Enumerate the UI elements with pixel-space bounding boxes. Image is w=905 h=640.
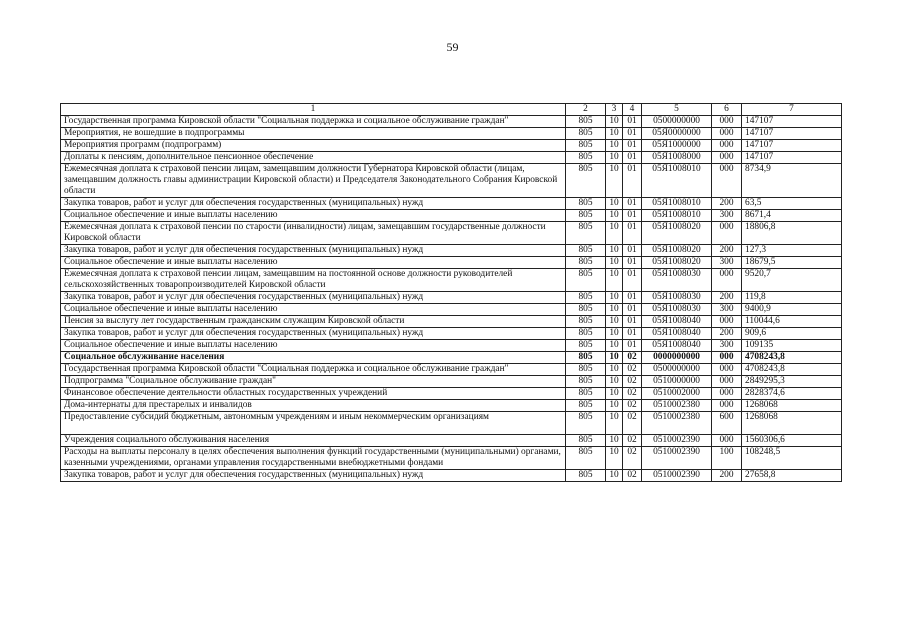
header-col-5: 5 — [642, 104, 712, 116]
row-subsection: 01 — [623, 257, 642, 269]
row-name: Социальное обеспечение и иные выплаты населению — [61, 304, 566, 316]
row-expense-type: 300 — [712, 210, 742, 222]
row-subsection: 01 — [623, 140, 642, 152]
row-expense-type: 000 — [712, 316, 742, 328]
row-expense-type: 000 — [712, 269, 742, 292]
table-row — [61, 435, 842, 447]
row-name: Учреждения социального обслуживания населения — [61, 435, 566, 447]
row-name: Предоставление субсидий бюджетным, автономным учреждениям и иным некоммерческим организациям — [61, 412, 566, 435]
row-admin-code: 805 — [566, 198, 606, 210]
row-name: Ежемесячная доплата к страховой пенсии лицам, замещавшим на постоянной основе должности руководителей сельскохозяйственных товаропроизводителей Кировской области — [61, 269, 566, 292]
row-section: 10 — [606, 435, 623, 447]
row-subsection: 01 — [623, 128, 642, 140]
row-amount: 18806,8 — [742, 222, 842, 245]
row-target-article: 05Я1000000 — [642, 140, 712, 152]
row-amount: 2828374,6 — [742, 388, 842, 400]
row-section: 10 — [606, 245, 623, 257]
row-expense-type: 000 — [712, 435, 742, 447]
row-admin-code: 805 — [566, 447, 606, 470]
table-row — [61, 257, 842, 269]
row-expense-type: 200 — [712, 245, 742, 257]
row-name: Закупка товаров, работ и услуг для обеспечения государственных (муниципальных) нужд — [61, 470, 566, 482]
table-row — [61, 116, 842, 128]
row-expense-type: 600 — [712, 412, 742, 435]
row-amount: 909,6 — [742, 328, 842, 340]
header-col-6: 6 — [712, 104, 742, 116]
row-expense-type: 300 — [712, 340, 742, 352]
table-row — [61, 140, 842, 152]
row-name: Ежемесячная доплата к страховой пенсии лицам, замещавшим должности Губернатора Кировской области (лицам, замещавшим должность главы администрации Кировской области) и Председателя Законодательного Собрания Кировской области — [61, 164, 566, 198]
header-col-7: 7 — [742, 104, 842, 116]
row-expense-type: 300 — [712, 257, 742, 269]
row-expense-type: 000 — [712, 364, 742, 376]
row-amount: 1560306,6 — [742, 435, 842, 447]
row-target-article: 05Я1008020 — [642, 257, 712, 269]
table-row — [61, 269, 842, 292]
row-section: 10 — [606, 269, 623, 292]
row-section: 10 — [606, 412, 623, 435]
row-expense-type: 000 — [712, 152, 742, 164]
row-expense-type: 200 — [712, 198, 742, 210]
row-target-article: 05Я1008030 — [642, 269, 712, 292]
row-section: 10 — [606, 222, 623, 245]
budget-table — [60, 103, 842, 482]
row-amount: 8734,9 — [742, 164, 842, 198]
table-row — [61, 292, 842, 304]
row-subsection: 01 — [623, 328, 642, 340]
row-expense-type: 000 — [712, 400, 742, 412]
table-body — [61, 116, 842, 482]
row-name: Социальное обслуживание населения — [61, 352, 566, 364]
row-admin-code: 805 — [566, 128, 606, 140]
row-section: 10 — [606, 352, 623, 364]
row-name: Ежемесячная доплата к страховой пенсии по старости (инвалидности) лицам, замещавшим государственные должности Кировской области — [61, 222, 566, 245]
row-name: Дома-интернаты для престарелых и инвалидов — [61, 400, 566, 412]
page-number: 59 — [446, 40, 459, 54]
row-admin-code: 805 — [566, 152, 606, 164]
row-section: 10 — [606, 304, 623, 316]
row-admin-code: 805 — [566, 245, 606, 257]
row-name: Социальное обеспечение и иные выплаты населению — [61, 340, 566, 352]
table-row — [61, 128, 842, 140]
row-admin-code: 805 — [566, 304, 606, 316]
table-row — [61, 222, 842, 245]
row-subsection: 01 — [623, 292, 642, 304]
row-section: 10 — [606, 128, 623, 140]
row-target-article: 0510002380 — [642, 400, 712, 412]
table-row — [61, 198, 842, 210]
row-name: Мероприятия, не вошедшие в подпрограммы — [61, 128, 566, 140]
row-section: 10 — [606, 470, 623, 482]
row-section: 10 — [606, 388, 623, 400]
row-expense-type: 000 — [712, 388, 742, 400]
row-subsection: 02 — [623, 376, 642, 388]
row-expense-type: 200 — [712, 292, 742, 304]
row-admin-code: 805 — [566, 470, 606, 482]
row-target-article: 05Я1008010 — [642, 210, 712, 222]
row-section: 10 — [606, 140, 623, 152]
row-section: 10 — [606, 257, 623, 269]
row-admin-code: 805 — [566, 376, 606, 388]
row-amount: 2849295,3 — [742, 376, 842, 388]
table-row — [61, 328, 842, 340]
row-name: Социальное обеспечение и иные выплаты населению — [61, 210, 566, 222]
row-amount: 9400,9 — [742, 304, 842, 316]
table-row — [61, 400, 842, 412]
row-name: Мероприятия программ (подпрограмм) — [61, 140, 566, 152]
row-subsection: 02 — [623, 400, 642, 412]
row-amount: 4708243,8 — [742, 364, 842, 376]
row-subsection: 01 — [623, 164, 642, 198]
row-amount: 147107 — [742, 116, 842, 128]
row-target-article: 05Я1008010 — [642, 164, 712, 198]
row-target-article: 0000000000 — [642, 352, 712, 364]
row-target-article: 05Я1008020 — [642, 245, 712, 257]
row-section: 10 — [606, 340, 623, 352]
row-target-article: 0500000000 — [642, 116, 712, 128]
row-amount: 4708243,8 — [742, 352, 842, 364]
row-subsection: 02 — [623, 435, 642, 447]
row-target-article: 0510002000 — [642, 388, 712, 400]
row-target-article: 05Я1008010 — [642, 198, 712, 210]
table-row — [61, 164, 842, 198]
row-section: 10 — [606, 292, 623, 304]
row-amount: 8671,4 — [742, 210, 842, 222]
row-section: 10 — [606, 447, 623, 470]
row-admin-code: 805 — [566, 269, 606, 292]
row-expense-type: 200 — [712, 470, 742, 482]
row-amount: 127,3 — [742, 245, 842, 257]
row-amount: 109135 — [742, 340, 842, 352]
row-subsection: 01 — [623, 316, 642, 328]
table-row — [61, 352, 842, 364]
row-expense-type: 000 — [712, 140, 742, 152]
row-target-article: 05Я1008030 — [642, 304, 712, 316]
row-admin-code: 805 — [566, 388, 606, 400]
row-amount: 18679,5 — [742, 257, 842, 269]
header-col-3: 3 — [606, 104, 623, 116]
row-subsection: 02 — [623, 470, 642, 482]
row-amount: 119,8 — [742, 292, 842, 304]
row-subsection: 01 — [623, 304, 642, 316]
table-row — [61, 316, 842, 328]
row-amount: 27658,8 — [742, 470, 842, 482]
row-target-article: 0510002390 — [642, 470, 712, 482]
row-expense-type: 200 — [712, 328, 742, 340]
row-name: Подпрограмма "Социальное обслуживание граждан" — [61, 376, 566, 388]
table-row — [61, 412, 842, 435]
row-expense-type: 000 — [712, 352, 742, 364]
row-section: 10 — [606, 198, 623, 210]
row-target-article: 05Я1008040 — [642, 340, 712, 352]
table-row — [61, 470, 842, 482]
row-subsection: 02 — [623, 388, 642, 400]
row-subsection: 02 — [623, 364, 642, 376]
row-amount: 63,5 — [742, 198, 842, 210]
row-name: Государственная программа Кировской области "Социальная поддержка и социальное обслуживание граждан" — [61, 116, 566, 128]
row-subsection: 01 — [623, 116, 642, 128]
row-admin-code: 805 — [566, 340, 606, 352]
row-subsection: 01 — [623, 245, 642, 257]
row-amount: 108248,5 — [742, 447, 842, 470]
row-admin-code: 805 — [566, 292, 606, 304]
row-amount: 147107 — [742, 128, 842, 140]
table-row — [61, 364, 842, 376]
row-section: 10 — [606, 210, 623, 222]
row-admin-code: 805 — [566, 140, 606, 152]
row-expense-type: 000 — [712, 116, 742, 128]
row-name: Финансовое обеспечение деятельности областных государственных учреждений — [61, 388, 566, 400]
row-expense-type: 000 — [712, 222, 742, 245]
row-admin-code: 805 — [566, 435, 606, 447]
row-admin-code: 805 — [566, 364, 606, 376]
row-subsection: 01 — [623, 198, 642, 210]
table-row — [61, 304, 842, 316]
row-expense-type: 000 — [712, 128, 742, 140]
row-admin-code: 805 — [566, 116, 606, 128]
row-target-article: 05Я1008040 — [642, 316, 712, 328]
row-amount: 110044,6 — [742, 316, 842, 328]
row-admin-code: 805 — [566, 400, 606, 412]
row-amount: 147107 — [742, 152, 842, 164]
row-name: Социальное обеспечение и иные выплаты населению — [61, 257, 566, 269]
row-section: 10 — [606, 164, 623, 198]
table-row — [61, 152, 842, 164]
row-section: 10 — [606, 400, 623, 412]
row-subsection: 01 — [623, 269, 642, 292]
row-expense-type: 100 — [712, 447, 742, 470]
row-amount: 147107 — [742, 140, 842, 152]
row-subsection: 02 — [623, 352, 642, 364]
row-section: 10 — [606, 152, 623, 164]
table-row — [61, 376, 842, 388]
table-row — [61, 447, 842, 470]
row-section: 10 — [606, 328, 623, 340]
row-section: 10 — [606, 376, 623, 388]
row-target-article: 0510002390 — [642, 435, 712, 447]
row-admin-code: 805 — [566, 257, 606, 269]
header-col-4: 4 — [623, 104, 642, 116]
row-subsection: 01 — [623, 340, 642, 352]
row-name: Пенсия за выслугу лет государственным гражданским служащим Кировской области — [61, 316, 566, 328]
row-target-article: 0510002380 — [642, 412, 712, 435]
row-expense-type: 000 — [712, 376, 742, 388]
row-subsection: 01 — [623, 222, 642, 245]
table-row — [61, 340, 842, 352]
row-name: Расходы на выплаты персоналу в целях обеспечения выполнения функций государственными (муниципальными) органами, казенными учреждениями, органами управления государственными внебюджетными фондами — [61, 447, 566, 470]
row-subsection: 01 — [623, 152, 642, 164]
row-target-article: 0500000000 — [642, 364, 712, 376]
row-name: Закупка товаров, работ и услуг для обеспечения государственных (муниципальных) нужд — [61, 292, 566, 304]
row-name: Закупка товаров, работ и услуг для обеспечения государственных (муниципальных) нужд — [61, 328, 566, 340]
row-target-article: 05Я1008000 — [642, 152, 712, 164]
row-name: Государственная программа Кировской области "Социальная поддержка и социальное обслуживание граждан" — [61, 364, 566, 376]
table-row — [61, 210, 842, 222]
row-admin-code: 805 — [566, 164, 606, 198]
row-admin-code: 805 — [566, 328, 606, 340]
row-section: 10 — [606, 116, 623, 128]
header-col-2: 2 — [566, 104, 606, 116]
row-amount: 1268068 — [742, 412, 842, 435]
row-expense-type: 000 — [712, 164, 742, 198]
row-admin-code: 805 — [566, 222, 606, 245]
row-target-article: 05Я1008040 — [642, 328, 712, 340]
row-admin-code: 805 — [566, 412, 606, 435]
table-header-row — [61, 104, 842, 116]
row-section: 10 — [606, 316, 623, 328]
row-target-article: 0510002390 — [642, 447, 712, 470]
row-amount: 1268068 — [742, 400, 842, 412]
table-row — [61, 245, 842, 257]
row-amount: 9520,7 — [742, 269, 842, 292]
row-subsection: 02 — [623, 447, 642, 470]
row-name: Закупка товаров, работ и услуг для обеспечения государственных (муниципальных) нужд — [61, 198, 566, 210]
row-name: Доплаты к пенсиям, дополнительное пенсионное обеспечение — [61, 152, 566, 164]
header-col-1: 1 — [61, 104, 566, 116]
row-section: 10 — [606, 364, 623, 376]
row-admin-code: 805 — [566, 352, 606, 364]
row-subsection: 01 — [623, 210, 642, 222]
row-expense-type: 300 — [712, 304, 742, 316]
table-row — [61, 388, 842, 400]
row-target-article: 05Я0000000 — [642, 128, 712, 140]
row-admin-code: 805 — [566, 316, 606, 328]
row-target-article: 05Я1008020 — [642, 222, 712, 245]
row-name: Закупка товаров, работ и услуг для обеспечения государственных (муниципальных) нужд — [61, 245, 566, 257]
row-target-article: 05Я1008030 — [642, 292, 712, 304]
row-admin-code: 805 — [566, 210, 606, 222]
row-target-article: 0510000000 — [642, 376, 712, 388]
row-subsection: 02 — [623, 412, 642, 435]
